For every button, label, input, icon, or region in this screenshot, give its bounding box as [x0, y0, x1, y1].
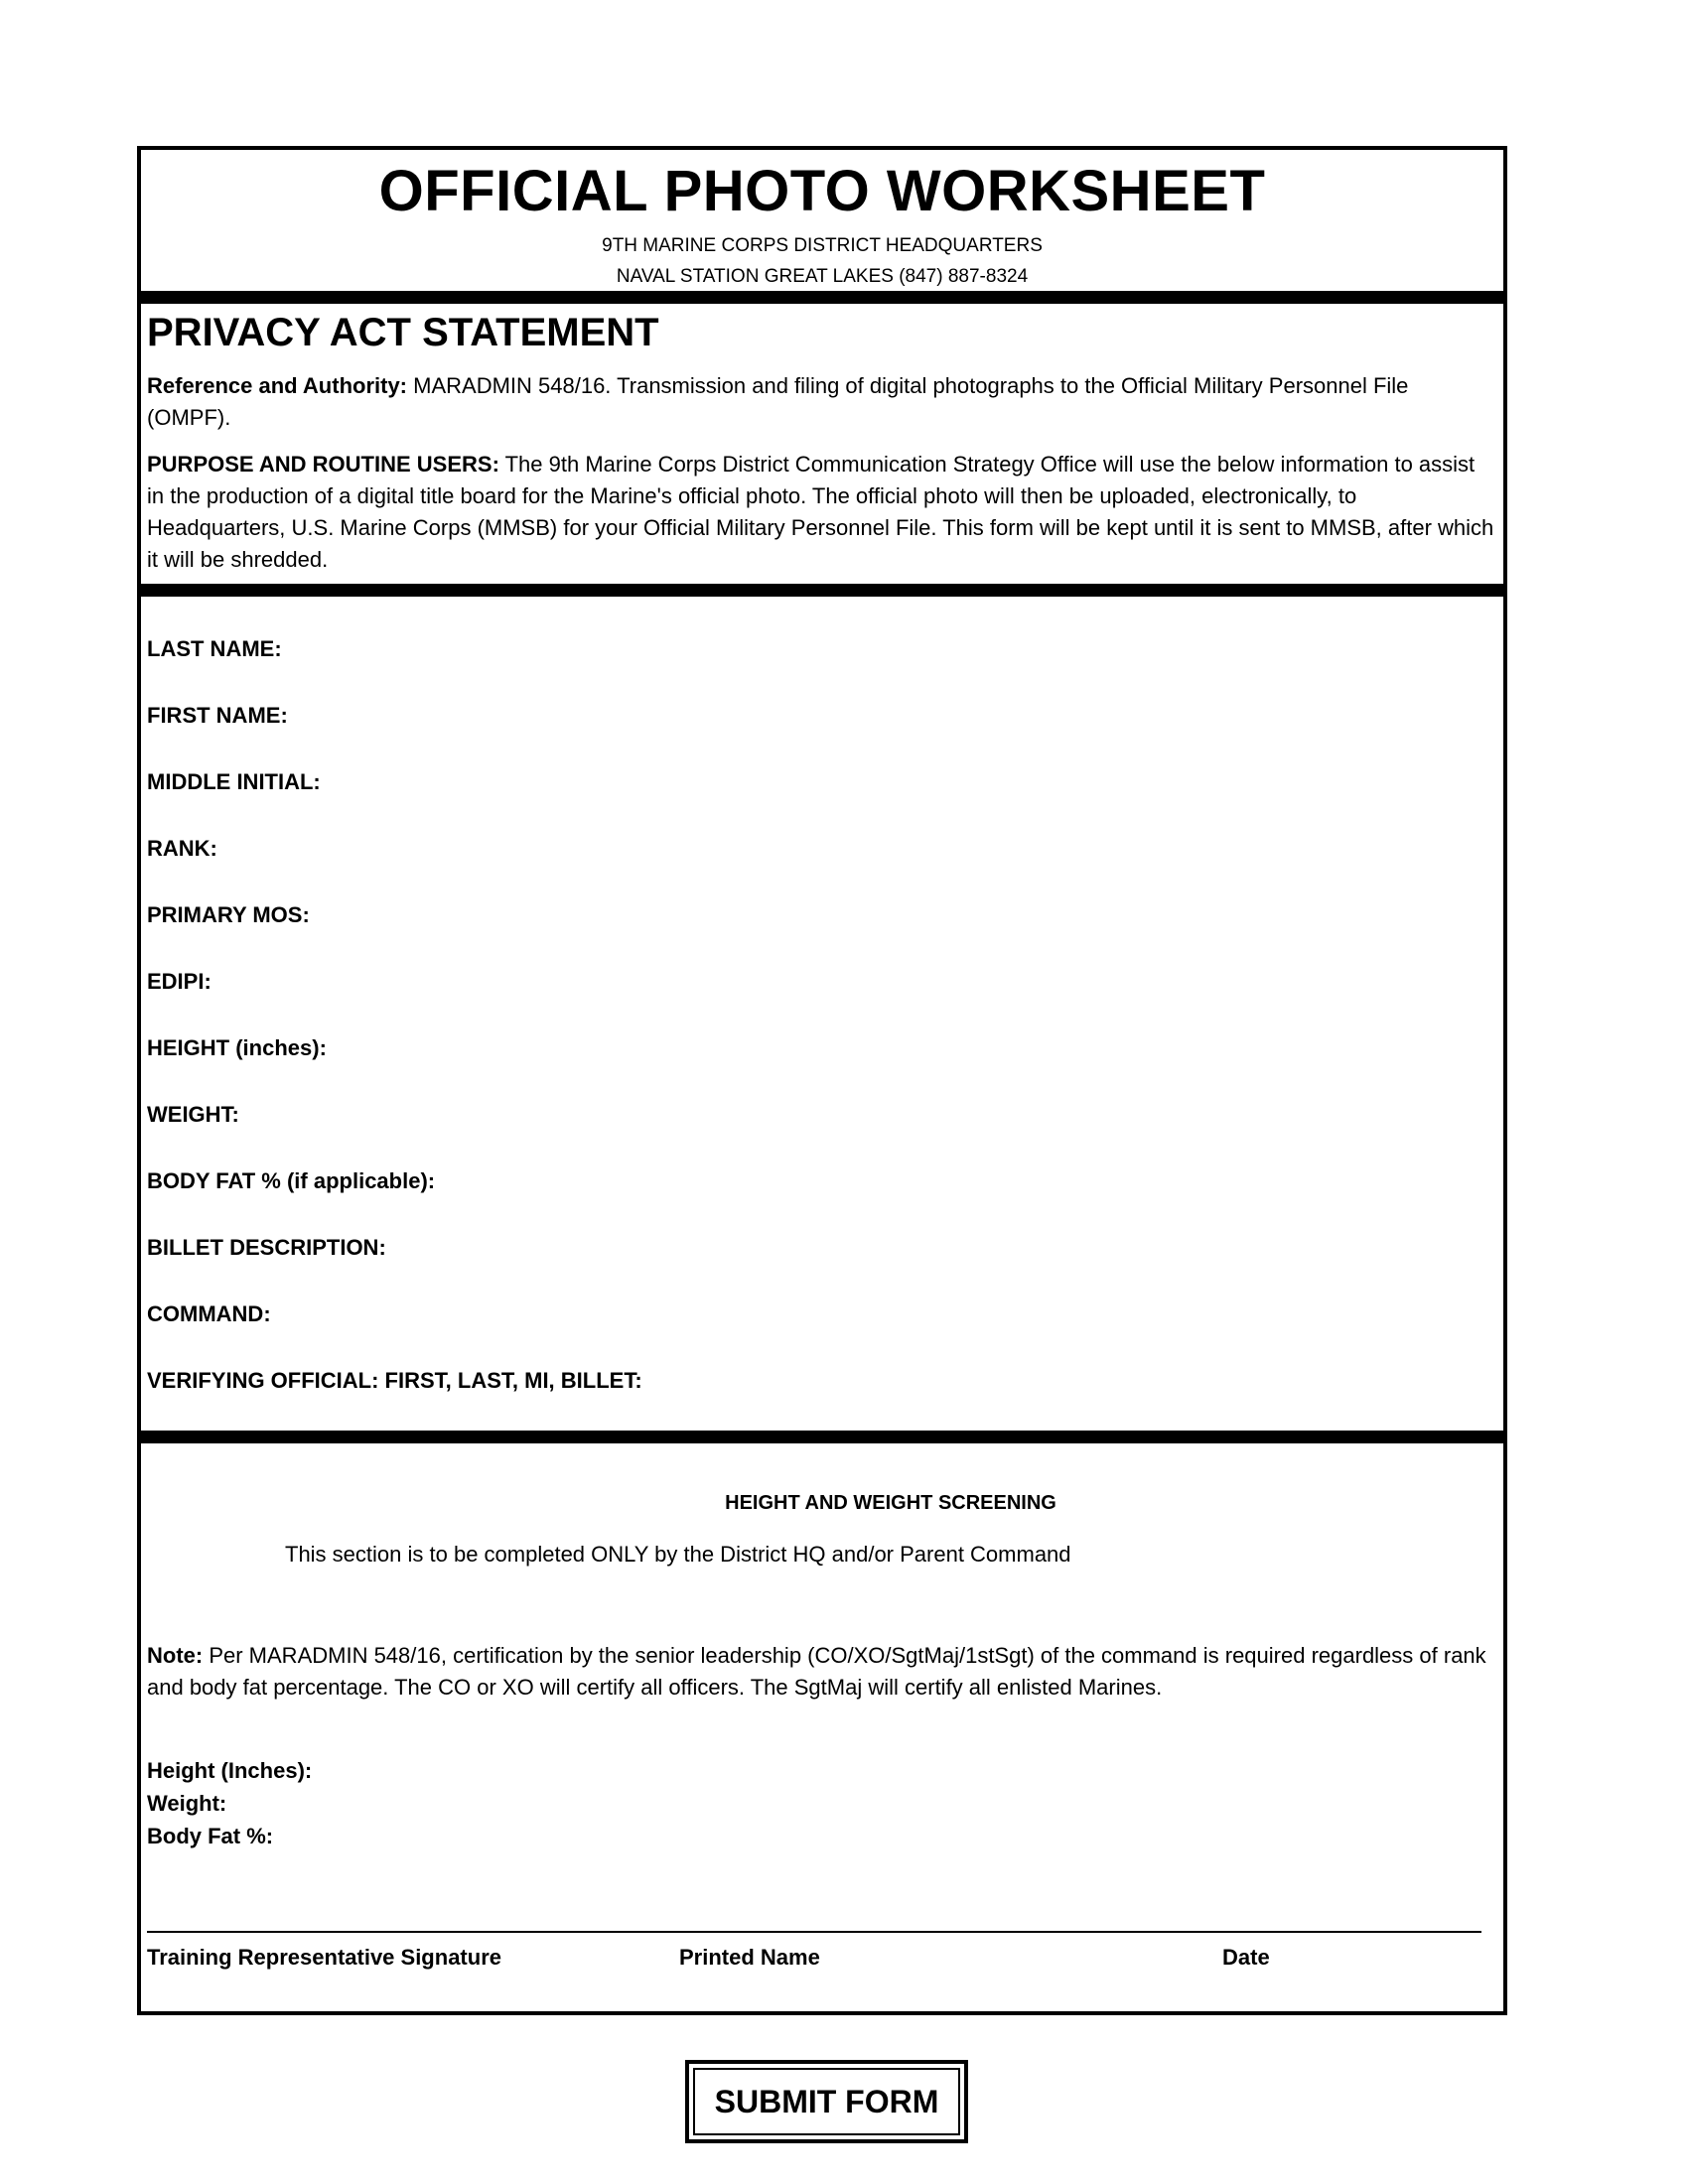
submit-form-label: SUBMIT FORM: [714, 2083, 939, 2119]
photo-worksheet-form: [137, 146, 1507, 2015]
screening-note: [147, 1640, 1497, 1704]
height-label: HEIGHT (inches):: [147, 1035, 327, 1060]
org-address-phone: NAVAL STATION GREAT LAKES (847) 887-8324: [616, 266, 1029, 287]
body-fat-label: BODY FAT % (if applicable):: [147, 1168, 436, 1193]
screening-body-fat-label: Body Fat %:: [147, 1824, 274, 1848]
screening-height-label: Height (Inches):: [147, 1758, 313, 1783]
section-divider: [141, 291, 1503, 304]
screening-heading: HEIGHT AND WEIGHT SCREENING: [725, 1492, 1056, 1514]
middle-initial-label: MIDDLE INITIAL:: [147, 769, 321, 794]
note-label: Note:: [147, 1643, 204, 1668]
signature-line: [147, 1931, 1481, 1933]
screening-weight-label: Weight:: [147, 1791, 227, 1816]
rep-signature-label: Training Representative Signature: [147, 1945, 501, 1970]
date-label: Date: [1222, 1945, 1270, 1970]
printed-name-label: Printed Name: [679, 1945, 820, 1970]
last-name-label: LAST NAME:: [147, 636, 282, 661]
privacy-heading: PRIVACY ACT STATEMENT: [147, 311, 659, 354]
note-text: Per MARADMIN 548/16, certification by the senior leadership (CO/XO/SgtMaj/1stSgt) of the command is required regardless of rank and body fat percentage. The CO or XO will certify all officers. The SgtMaj will certify all enlisted Marines.: [147, 1643, 1486, 1700]
first-name-label: FIRST NAME:: [147, 703, 288, 728]
form-title: OFFICIAL PHOTO WORKSHEET: [378, 159, 1266, 223]
section-divider: [141, 584, 1503, 597]
primary-mos-label: PRIMARY MOS:: [147, 902, 310, 927]
reference-authority: [147, 370, 1497, 434]
billet-description-label: BILLET DESCRIPTION:: [147, 1235, 386, 1260]
purpose-routine-users: [147, 449, 1497, 576]
purpose-label: PURPOSE AND ROUTINE USERS:: [147, 452, 499, 477]
screening-instruction: This section is to be completed ONLY by the District HQ and/or Parent Command: [285, 1542, 1071, 1567]
verifying-official-label: VERIFYING OFFICIAL: FIRST, LAST, MI, BILLET:: [147, 1368, 642, 1393]
purpose-text: The 9th Marine Corps District Communication Strategy Office will use the below information to assist in the production of a digital title board for the Marine's official photo. The official photo will then be uploaded, electronically, to Headquarters, U.S. Marine Corps (MMSB) for your Official Military Personnel File. This form will be kept until it is sent to MMSB, after which it will be shredded.: [147, 452, 1494, 572]
reference-text: MARADMIN 548/16. Transmission and filing of digital photographs to the Official Military Personnel File (OMPF).: [147, 373, 1409, 430]
command-label: COMMAND:: [147, 1301, 271, 1326]
reference-label: Reference and Authority:: [147, 373, 408, 398]
section-divider: [141, 1431, 1503, 1443]
edipi-label: EDIPI:: [147, 969, 211, 994]
org-name: 9TH MARINE CORPS DISTRICT HEADQUARTERS: [602, 235, 1043, 256]
weight-label: WEIGHT:: [147, 1102, 239, 1127]
rank-label: RANK:: [147, 836, 217, 861]
submit-form-button[interactable]: [685, 2060, 968, 2143]
